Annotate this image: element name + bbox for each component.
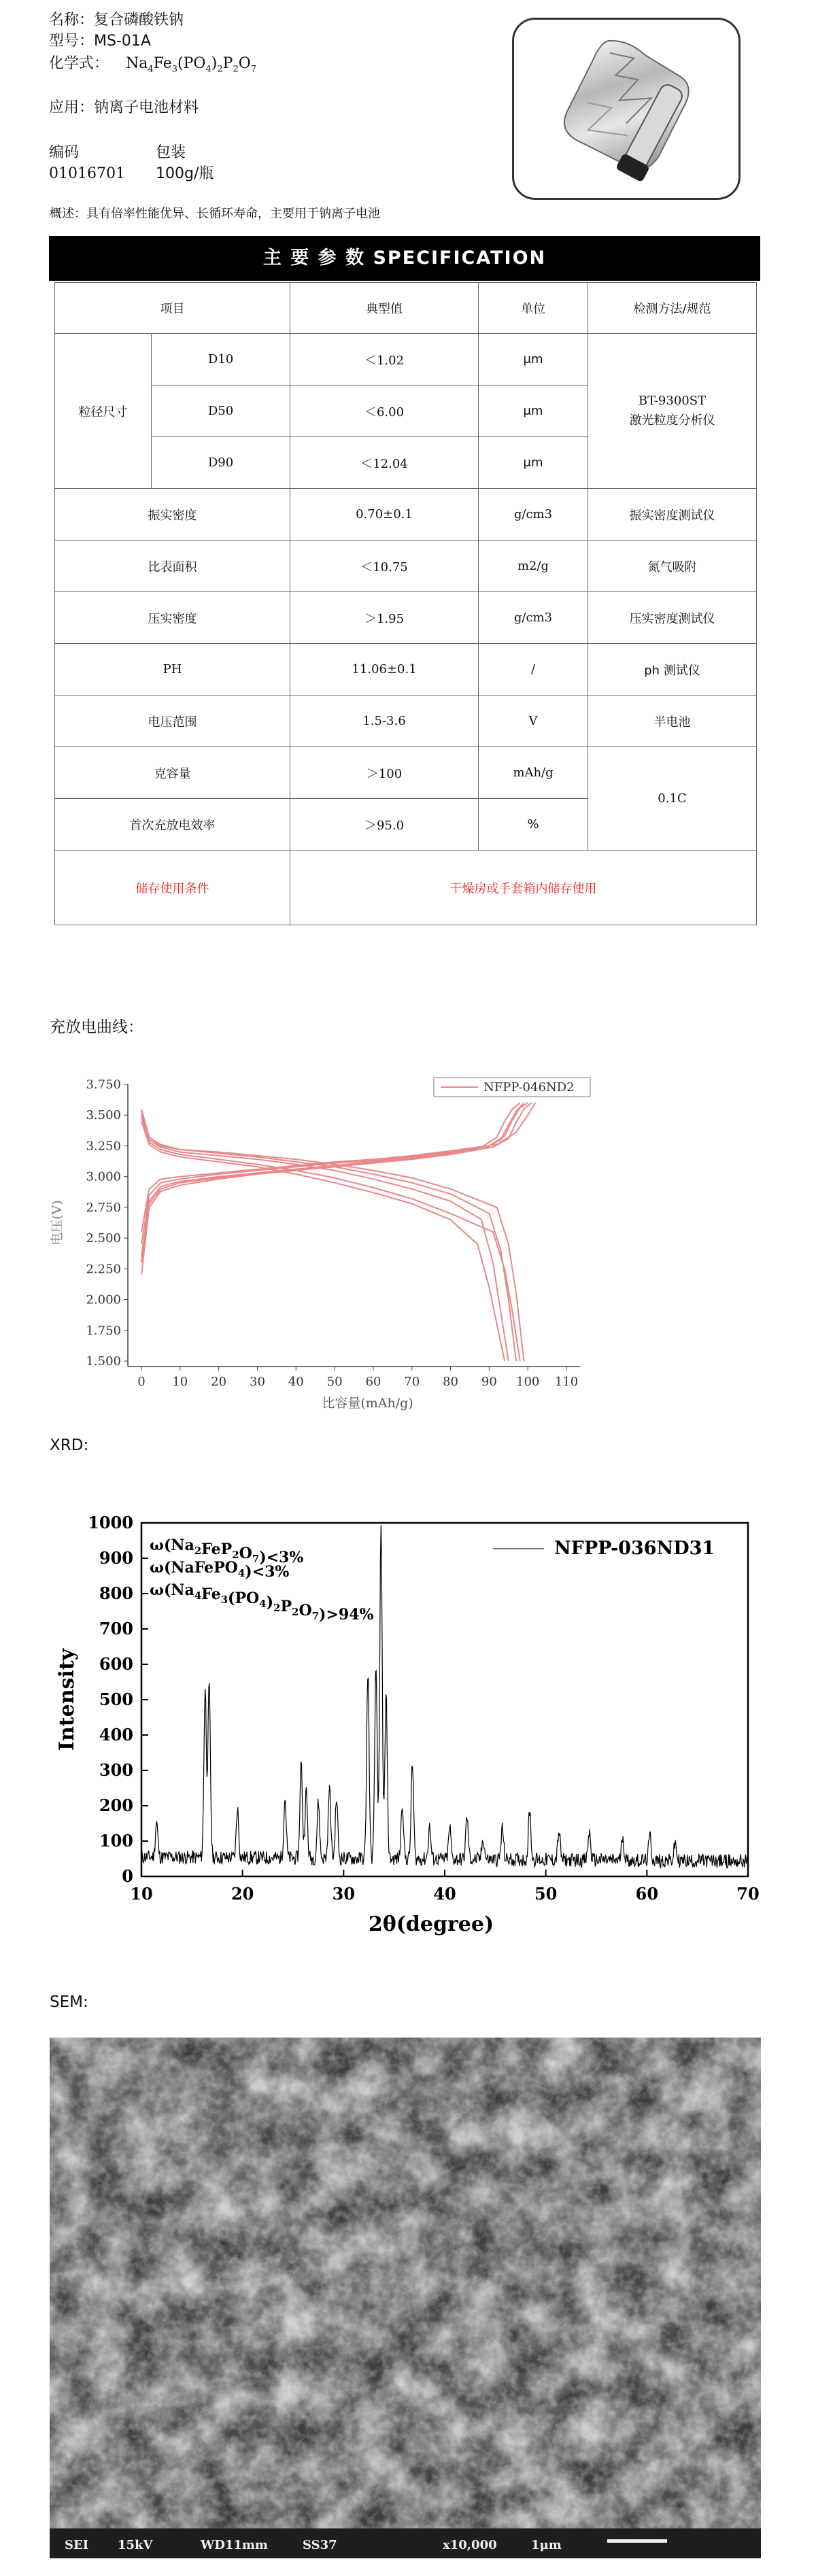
sem-info-bar [50,2528,761,2558]
cell-value: 0.70±0.1 [290,489,479,540]
sem-micrograph [50,2038,761,2558]
y-axis-label: Intensity [55,1648,79,1751]
sem-scale-bar [607,2539,667,2543]
y-tick-label: 200 [99,1796,133,1815]
product-image-frame [512,18,741,200]
cell-unit: mAh/g [479,747,588,799]
cell-value: 11.06±0.1 [290,644,479,695]
y-tick-label: 2.250 [86,1262,121,1277]
cell-value: ＜12.04 [290,437,479,489]
application-line: 应用：钠离子电池材料 [49,99,199,116]
cell-method: 振实密度测试仪 [588,489,757,540]
product-model: 型号：MS-01A [49,33,151,50]
chemical-formula [49,54,256,79]
product-bottle-image [514,20,738,198]
x-tick-label: 110 [554,1375,579,1389]
table-row [55,334,757,385]
series-line-discharge-3 [141,1109,516,1361]
x-tick-label: 10 [172,1375,188,1389]
xrd-title: XRD: [50,1437,89,1454]
cell-unit: g/cm3 [479,592,588,644]
y-tick-label: 300 [99,1760,133,1780]
y-axis-label: 电压(V) [50,1200,65,1246]
x-tick-label: 60 [365,1375,381,1389]
cell-value: ＜10.75 [290,540,479,592]
cell-name: 比表面积 [55,540,290,592]
cell-value: ＞95.0 [290,799,479,851]
package-label: 包装 [156,144,186,161]
y-tick-label: 3.750 [86,1078,121,1092]
storage-row [55,851,757,925]
cell-unit: m2/g [479,540,588,592]
cell-value: ＜6.00 [290,385,479,437]
cell-name: D90 [152,437,290,489]
y-tick-label: 500 [99,1689,133,1709]
product-summary: 概述：具有倍率性能优异、长循环寿命，主要用于钠离子电池 [50,207,380,221]
sem-info-sei: SEI [65,2538,89,2552]
x-tick-label: 20 [211,1375,227,1389]
cell-name: D10 [152,334,290,385]
cell-unit: μm [479,385,588,437]
cell-method: 0.1C [588,747,757,851]
x-tick-label: 60 [635,1884,659,1904]
sem-info-ss: SS37 [303,2538,337,2552]
cell-value: ＞100 [290,747,479,799]
table-row [55,489,757,540]
x-tick-label: 40 [288,1375,304,1389]
table-row [55,747,757,799]
y-tick-label: 2.000 [86,1292,121,1307]
y-tick-label: 3.500 [86,1108,121,1123]
cell-method: 氮气吸附 [588,540,757,592]
cell-unit: / [479,644,588,695]
header-method: 检测方法/规范 [588,283,757,334]
sem-image [50,2038,761,2558]
x-tick-label: 100 [516,1375,540,1389]
cell-unit: μm [479,437,588,489]
header-item: 项目 [55,283,290,334]
sem-title: SEM: [50,1993,88,2011]
charge-discharge-chart [50,1071,594,1424]
cell-method: 压实密度测试仪 [588,592,757,644]
y-tick-label: 800 [99,1583,133,1603]
x-tick-label: 90 [481,1375,497,1389]
spec-title-bar: 主 要 参 数 SPECIFICATION [49,236,760,281]
cell-value: ＞1.95 [290,592,479,644]
formula-value: $Na_4Fe_3(PO_4)_2P_2O_7$ [126,55,257,75]
x-tick-label: 50 [534,1884,558,1904]
storage-value: 干燥房或手套箱内储存使用 [290,851,757,925]
y-tick-label: 1000 [88,1513,133,1532]
x-tick-label: 70 [404,1375,420,1389]
header-unit: 单位 [479,283,588,334]
x-tick-label: 80 [443,1375,458,1389]
y-tick-label: 400 [99,1725,133,1745]
table-row [55,592,757,644]
x-tick-label: 0 [137,1375,146,1389]
x-tick-label: 50 [326,1375,343,1389]
particle-method: BT-9300ST 激光粒度分析仪 [588,334,757,489]
cell-name: 电压范围 [55,695,290,747]
xrd-annotation: $\omega(Na_2FeP_2O_7)<3\%$ [150,1536,304,1566]
cell-name: D50 [152,385,290,437]
xrd-annotation: ω(NaFePO$_4$)<3% [150,1559,290,1581]
y-tick-label: 0 [122,1866,133,1886]
x-tick-label: 30 [332,1884,356,1904]
y-tick-label: 900 [99,1548,133,1568]
y-tick-label: 3.250 [86,1139,121,1154]
cell-unit: % [479,799,588,851]
xrd-annotation: $\omega(Na_4Fe_3(PO_4)_2P_2O_7)>94\%$ [150,1581,374,1624]
legend-label: NFPP-036ND31 [554,1538,715,1559]
table-row [55,540,757,592]
y-tick-label: 700 [99,1619,133,1638]
legend-label: NFPP-046ND2 [483,1080,575,1095]
table-header-row [55,283,757,334]
x-tick-label: 10 [130,1884,153,1904]
y-tick-label: 2.750 [86,1200,121,1215]
cell-value: 1.5-3.6 [290,695,479,747]
package-value: 100g/瓶 [156,165,214,182]
cell-unit: V [479,695,588,747]
xrd-chart [41,1479,760,1936]
cell-name: 振实密度 [55,489,290,540]
table-row [55,644,757,695]
sem-info-mag: x10,000 [443,2538,497,2552]
storage-label: 储存使用条件 [55,851,290,925]
series-line-discharge-2 [141,1121,505,1361]
x-axis-label: 2θ(degree) [368,1912,494,1936]
cell-name: 克容量 [55,747,290,799]
cell-method: ph 测试仪 [588,644,757,695]
cell-unit: g/cm3 [479,489,588,540]
table-row [55,695,757,747]
charge-curve-title: 充放电曲线： [50,1018,143,1036]
cell-unit: μm [479,334,588,385]
x-tick-label: 40 [433,1884,456,1904]
header-typical: 典型值 [290,283,479,334]
cell-name: 压实密度 [55,592,290,644]
product-name: 名称：复合磷酸铁钠 [49,12,184,29]
series-line-charge-3 [141,1103,528,1244]
spec-table [54,282,757,925]
cell-method: 半电池 [588,695,757,747]
y-tick-label: 3.000 [86,1169,121,1184]
x-tick-label: 70 [736,1884,760,1904]
cell-name: 首次充放电效率 [55,799,290,851]
sem-info-scale: 1μm [531,2538,562,2552]
y-tick-label: 2.500 [86,1231,121,1246]
cell-name: PH [55,644,290,695]
formula-label: 化学式： [49,55,109,72]
y-tick-label: 1.500 [86,1354,121,1369]
y-tick-label: 100 [99,1831,133,1851]
particle-size-label: 粒径尺寸 [55,334,152,489]
series-line-charge-2 [141,1103,524,1275]
sem-info-kv: 15kV [118,2538,153,2552]
cell-value: ＜1.02 [290,334,479,385]
sem-info-wd: WD11mm [201,2538,268,2552]
x-tick-label: 30 [250,1375,265,1389]
code-label: 编码 [49,144,80,161]
y-tick-label: 1.750 [86,1323,121,1338]
x-axis-label: 比容量(mAh/g) [322,1396,413,1411]
x-tick-label: 20 [231,1884,254,1904]
code-value: 01016701 [49,165,125,182]
y-tick-label: 600 [99,1654,133,1674]
series-line-charge-1 [141,1103,520,1256]
